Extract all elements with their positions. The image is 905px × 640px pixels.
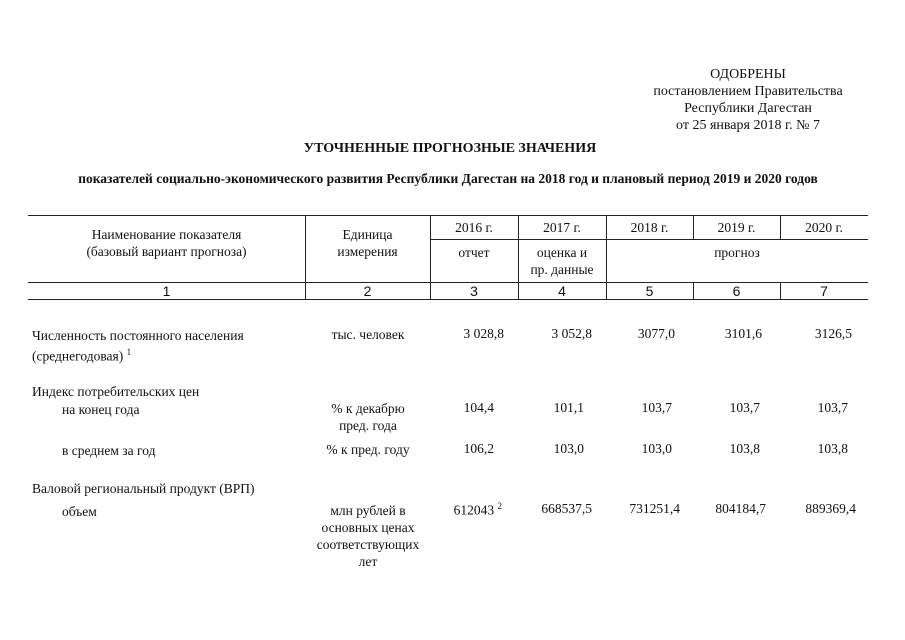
footnote-1: 1	[126, 347, 132, 357]
header-2018: 2018 г.	[630, 220, 669, 235]
row-cpi-avg-2016: 106,2	[463, 441, 494, 456]
row-population-2019: 3101,6	[724, 326, 762, 341]
row-grp-volume-2016: 612043 $^2$	[453, 501, 502, 518]
document-title: УТОЧНЕННЫЕ ПРОГНОЗНЫЕ ЗНАЧЕНИЯ	[303, 141, 597, 156]
row-grp-volume-2020: 889369,4	[805, 501, 856, 516]
header-unit: Единица измерения	[337, 227, 398, 259]
approval-line-1: ОДОБРЕНЫ	[710, 67, 786, 82]
row-cpi-end-2016: 104,4	[463, 400, 494, 415]
approval-block	[628, 66, 868, 134]
row-cpi-end-2019: 103,7	[729, 400, 760, 415]
header-2016: 2016 г.	[455, 220, 493, 235]
row-cpi-avg-2019: 103,8	[729, 441, 760, 456]
col-number-4: 4	[558, 283, 566, 299]
header-estimate: оценка и пр. данные	[530, 245, 594, 277]
row-population-2018: 3077,0	[637, 326, 675, 341]
row-grp-volume-2019: 804184,7	[715, 501, 766, 516]
header-forecast: прогноз	[714, 245, 760, 260]
row-cpi-avg-unit: % к пред. году	[326, 442, 410, 457]
row-population-2020: 3126,5	[814, 326, 852, 341]
row-cpi-avg-2020: 103,8	[817, 441, 848, 456]
row-grp-name: Валовой региональный продукт (ВРП)	[32, 481, 255, 496]
row-population-unit: тыс. человек	[331, 327, 405, 342]
col-number-7: 7	[820, 283, 828, 299]
footnote-2: 2	[497, 501, 502, 511]
col-number-1: 1	[162, 283, 171, 299]
row-population-2017: 3 052,8	[551, 326, 592, 341]
document-subtitle: показателей социально-экономического развития Республики Дагестан на 2018 год и плановый период 2019 и 2020 годов	[78, 171, 818, 186]
row-grp-volume-unit: млн рублей в основных ценах соответствующих лет	[316, 503, 420, 569]
col-number-5: 5	[645, 283, 654, 299]
header-name: Наименование показателя (базовый вариант прогноза)	[86, 227, 247, 259]
row-grp-volume-name: объем	[62, 504, 97, 519]
row-cpi-end-2020: 103,7	[817, 400, 848, 415]
table-top-line	[28, 215, 868, 216]
row-population-2016: 3 028,8	[463, 326, 504, 341]
row-cpi-end-2017: 101,1	[553, 400, 584, 415]
col-number-3: 3	[470, 283, 478, 299]
row-population-name: Численность постоянного населения (среднегодовая) $^1$	[32, 328, 244, 364]
row-cpi-avg-name: в среднем за год	[62, 443, 156, 458]
row-grp-volume-2017: 668537,5	[541, 501, 592, 516]
row-cpi-avg-2018: 103,0	[641, 441, 672, 456]
table-year-line	[430, 239, 868, 240]
header-2019: 2019 г.	[717, 220, 756, 235]
approval-line-4: от 25 января 2018 г. № 7	[676, 118, 820, 133]
approval-line-3: Республики Дагестан	[684, 101, 812, 116]
row-cpi-name: Индекс потребительских цен	[32, 384, 200, 399]
row-cpi-avg-2017: 103,0	[553, 441, 584, 456]
col-number-6: 6	[732, 283, 741, 299]
header-report: отчет	[458, 245, 490, 260]
header-2017: 2017 г.	[543, 220, 581, 235]
header-2020: 2020 г.	[805, 220, 843, 235]
row-grp-volume-2018: 731251,4	[629, 501, 680, 516]
row-cpi-end-name: на конец года	[62, 402, 140, 417]
row-cpi-end-unit: % к декабрю пред. года	[331, 401, 405, 433]
col-number-2: 2	[363, 283, 372, 299]
row-cpi-end-2018: 103,7	[641, 400, 672, 415]
approval-line-2: постановлением Правительства	[653, 84, 843, 99]
